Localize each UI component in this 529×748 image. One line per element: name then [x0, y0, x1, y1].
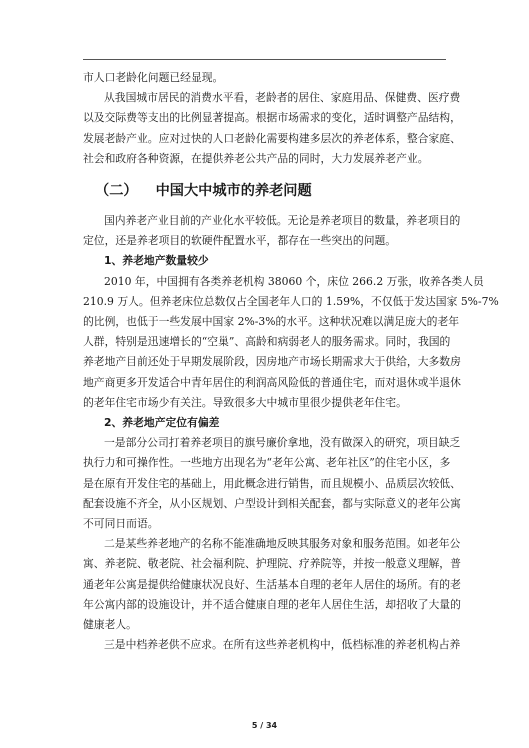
section-heading	[83, 179, 446, 203]
text-line: 市人口老龄化问题已经显现。	[83, 71, 224, 84]
text-line: 发展老龄产业。应对过快的人口老龄化需要构建多层次的养老体系，整合家庭、	[83, 131, 461, 145]
text-line: 定位，还是养老项目的软硬件配置水平，都存在一些突出的问题。	[83, 234, 397, 248]
text-line: 寓、养老院、敬老院、社会福利院、护理院、疗养院等，并按一般意义理解，普	[83, 557, 461, 571]
text-line: 一是部分公司打着养老项目的旗号廉价拿地，没有做深入的研究，项目缺乏	[104, 436, 461, 450]
section-title: 中国大中城市的养老问题	[155, 183, 312, 200]
text-line: 国内养老产业目前的产业化水平较低。无论是养老项目的数量，养老项目的	[104, 214, 461, 228]
text-line: 的老年住宅市场少有关注。导致很多大中城市里很少提供老年住宅。	[83, 395, 407, 409]
text-line: 2010 年，中国拥有各类养老机构 38060 个，床位 266.2 万张，收养各类人员	[104, 274, 484, 288]
text-line: 健康老人。	[83, 618, 137, 632]
paragraph	[83, 68, 446, 88]
document-body	[83, 68, 499, 655]
text-line: 二是某些养老地产的名称不能准确地反映其服务对象和服务范围。如老年公	[104, 537, 461, 551]
text-line: 210.9 万人。但养老床位总数仅占全国老年人口的 1.59%，不仅低于发达国家 5%-7%	[83, 294, 499, 308]
text-line: 三是中档养老供不应求。在所有这些养老机构中，低档标准的养老机构占养	[104, 638, 461, 652]
text-line: 以及交际费等支出的比例显著提高。根据市场需求的变化，适时调整产品结构，	[83, 111, 461, 125]
text-line: 年公寓内部的设施设计，并不适合健康自理的老年人居住生活，却招收了大量的	[83, 597, 461, 611]
paragraph	[83, 272, 499, 413]
paragraph	[83, 88, 461, 169]
text-line: 是在原有开发住宅的基础上，用此概念进行销售，而且规模小、品质层次较低、	[83, 476, 461, 490]
subsection-heading: 2、养老地产定位有偏差	[104, 416, 220, 430]
paragraph	[83, 635, 461, 655]
text-line: 养老地产目前还处于早期发展阶段，因房地产市场长期需求大于供给，大多数房	[83, 355, 461, 369]
section-number: （二）	[95, 183, 138, 200]
text-line: 社会和政府各种资源，在提供养老公共产品的同时，大力发展养老产业。	[83, 151, 429, 165]
page-number: 5 / 34	[251, 721, 278, 730]
text-line: 地产商更多开发适合中青年居住的利润高风险低的普通住宅，而对退休或半退休	[83, 375, 461, 389]
text-line: 人群，特别是迅速增长的“空巢”、高龄和病弱老人的服务需求。同时，我国的	[83, 335, 451, 349]
paragraph	[83, 534, 461, 635]
paragraph	[83, 211, 461, 251]
header-rule	[83, 59, 446, 60]
text-line: 从我国城市居民的消费水平看，老龄者的居住、家庭用品、保健费、医疗费	[104, 91, 461, 105]
text-line: 配套设施不齐全，从小区规划、户型设计到相关配套，都与实际意义的老年公寓	[83, 496, 461, 510]
text-line: 的比例，也低于一些发展中国家 2%-3%的水平。这种状况难以满足庞大的老年	[83, 315, 460, 329]
text-line: 不可同日而语。	[83, 517, 159, 531]
subsection-heading: 1、养老地产数量较少	[104, 254, 209, 268]
paragraph	[83, 433, 461, 534]
text-line: 执行力和可操作性。一些地方出现名为“老年公寓、老年社区”的住宅小区，多	[83, 456, 451, 470]
text-line: 通老年公寓是提供给健康状况良好、生活基本自理的老年人居住的场所。有的老	[83, 577, 461, 591]
